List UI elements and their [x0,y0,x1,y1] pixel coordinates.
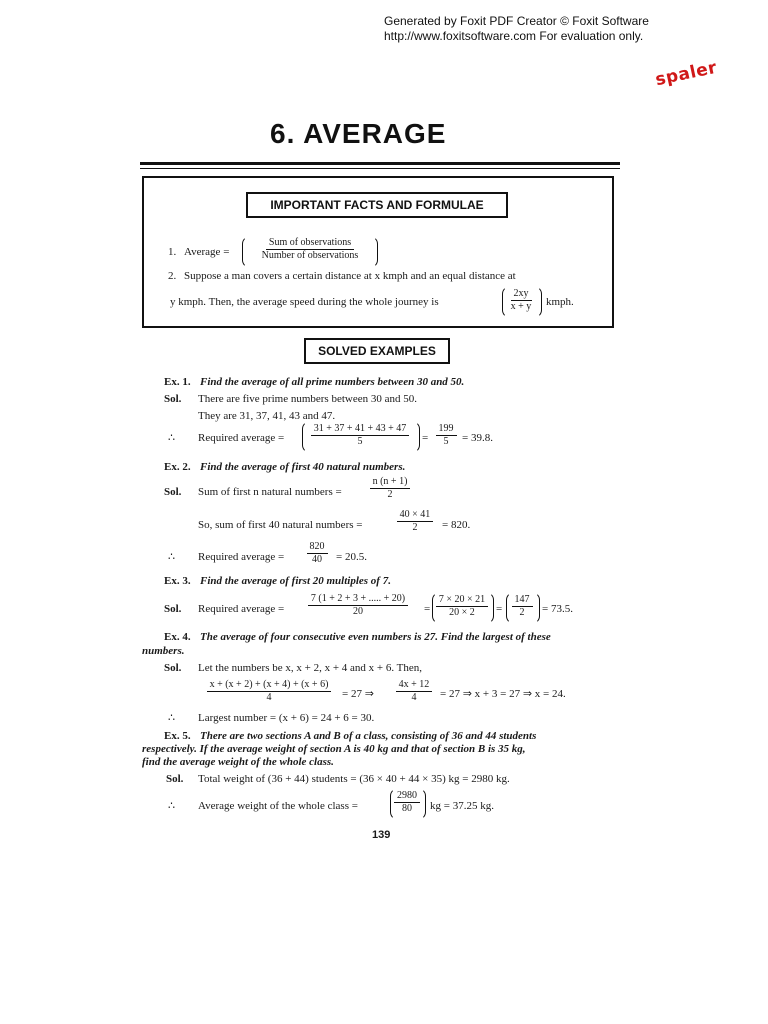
ex3-equals-2: = [496,603,503,615]
ex2-numerator-3: 820 [307,541,328,554]
ex1-denominator-1: 5 [357,436,363,447]
ex1-result: = 39.8. [462,432,493,444]
title-rule-thick [140,162,620,165]
ex4-numerator-1: x + (x + 2) + (x + 4) + (x + 6) [207,679,332,692]
ex4-largest: Largest number = (x + 6) = 24 + 6 = 30. [198,712,375,724]
fact-2-denominator: x + y [510,301,532,312]
ex5-denominator: 80 [402,803,412,814]
ex4-step-2: = 27 ⇒ x + 3 = 27 ⇒ x = 24. [440,688,566,700]
ex2-line-1: Sum of first n natural numbers = [198,486,342,498]
ex2-sol-label: Sol. [164,486,182,498]
ex4-label: Ex. 4. [164,631,191,643]
ex2-denominator-3: 40 [312,554,322,565]
ex1-question: Find the average of all prime numbers between 30 and 50. [200,376,465,388]
ex5-question-line-2: respectively. If the average weight of section A is 40 kg and that of section B is 35 kg, [142,743,526,755]
ex4-numerator-2: 4x + 12 [396,679,433,692]
ex2-avg-prefix: Required average = [198,551,285,563]
ex2-fraction-1 [362,476,418,501]
ex4-fraction-2 [392,679,436,704]
ex3-equals-1: = [424,603,431,615]
chapter-title: 6. AVERAGE [270,118,447,149]
ex3-sol-label: Sol. [164,603,182,615]
ex4-line-1: Let the numbers be x, x + 2, x + 4 and x + 6. Then, [198,662,423,674]
ex1-fraction-2 [432,423,460,448]
fact-2-line-1: Suppose a man covers a certain distance at x kmph and an equal distance at [184,270,516,282]
ex4-therefore: ∴ [168,712,175,724]
ex2-numerator-1: n (n + 1) [370,476,411,489]
fact-2-line-2: y kmph. Then, the average speed during the whole journey is [170,296,439,308]
ex4-step-1: = 27 ⇒ [342,688,374,700]
header-line-2: http://www.foxitsoftware.com For evaluation only. [384,29,644,43]
ex4-sol-label: Sol. [164,662,182,674]
ex4-fraction-1 [198,679,340,704]
fact-2-fraction [504,288,538,313]
ex2-denominator-1: 2 [387,489,393,500]
fact-1-fraction [250,237,370,262]
ex5-result: kg = 37.25 kg. [430,800,494,812]
facts-heading: IMPORTANT FACTS AND FORMULAE [246,192,508,218]
ex3-denominator-2: 20 × 2 [449,607,475,618]
ex1-equals: = [422,432,429,444]
ex2-line-2-result: = 820. [442,519,471,531]
ex2-line-2: So, sum of first 40 natural numbers = [198,519,363,531]
header-line-1: Generated by Foxit PDF Creator © Foxit Software [384,14,649,28]
fact-1-label: 1. [168,246,177,258]
ex5-therefore: ∴ [168,800,175,812]
ex3-result: = 73.5. [542,603,573,615]
ex3-numerator-2: 7 × 20 × 21 [436,594,488,607]
ex5-question-line-3: find the average weight of the whole class. [142,756,334,768]
ex3-fraction-3 [508,594,536,619]
ex2-fraction-2 [392,509,438,534]
ex3-numerator-1: 7 (1 + 2 + 3 + ..... + 20) [308,593,408,606]
ex1-numerator-1: 31 + 37 + 41 + 43 + 47 [311,423,410,436]
ex3-avg-prefix: Required average = [198,603,285,615]
page-number: 139 [372,829,391,841]
ex4-question-line-1: The average of four consecutive even numbers is 27. Find the largest of these [200,631,551,643]
ex3-fraction-1 [296,593,420,618]
fact-1-prefix: Average = [184,246,230,258]
ex3-label: Ex. 3. [164,575,191,587]
fact-1-denominator: Number of observations [261,250,359,261]
ex2-therefore: ∴ [168,551,175,563]
ex4-question-line-2: numbers. [142,645,185,657]
ex2-numerator-2: 40 × 41 [397,509,434,522]
ex1-avg-prefix: Required average = [198,432,285,444]
ex1-numerator-2: 199 [436,423,457,436]
ex5-question-line-1: There are two sections A and B of a class, consisting of 36 and 44 students [200,730,537,742]
ex2-result: = 20.5. [336,551,367,563]
ex3-question: Find the average of first 20 multiples of 7. [200,575,391,587]
ex1-sol-label: Sol. [164,393,182,405]
pdf-creator-header [384,14,649,44]
ex1-line-2: They are 31, 37, 41, 43 and 47. [198,410,336,422]
ex2-fraction-3 [302,541,332,566]
ex1-label: Ex. 1. [164,376,191,388]
fact-2-label: 2. [168,270,177,282]
ex2-label: Ex. 2. [164,461,191,473]
ex3-denominator-1: 20 [353,606,363,617]
ex5-label: Ex. 5. [164,730,191,742]
solved-examples-heading: SOLVED EXAMPLES [304,338,450,364]
ex3-denominator-3: 2 [519,607,525,618]
fact-2-suffix: kmph. [546,296,574,308]
title-rule-thin [140,168,620,169]
ex4-denominator-2: 4 [411,692,417,703]
ex5-avg-prefix: Average weight of the whole class = [198,800,358,812]
ex2-question: Find the average of first 40 natural numbers. [200,461,406,473]
ex4-denominator-1: 4 [266,692,272,703]
ex1-therefore: ∴ [168,432,175,444]
ex5-line-1: Total weight of (36 + 44) students = (36 × 40 + 44 × 35) kg = 2980 kg. [198,773,510,785]
ex1-fraction-1 [304,423,416,448]
ex5-numerator: 2980 [394,790,420,803]
ex1-denominator-2: 5 [443,436,449,447]
ex1-line-1: There are five prime numbers between 30 and 50. [198,393,417,405]
ex3-fraction-2 [434,594,490,619]
red-stamp-logo: spaler [653,57,719,91]
fact-1-numerator: Sum of observations [266,237,354,250]
ex2-denominator-2: 2 [412,522,418,533]
fact-2-numerator: 2xy [511,288,532,301]
ex5-sol-label: Sol. [166,773,184,785]
ex3-numerator-3: 147 [512,594,533,607]
ex5-fraction [392,790,422,815]
